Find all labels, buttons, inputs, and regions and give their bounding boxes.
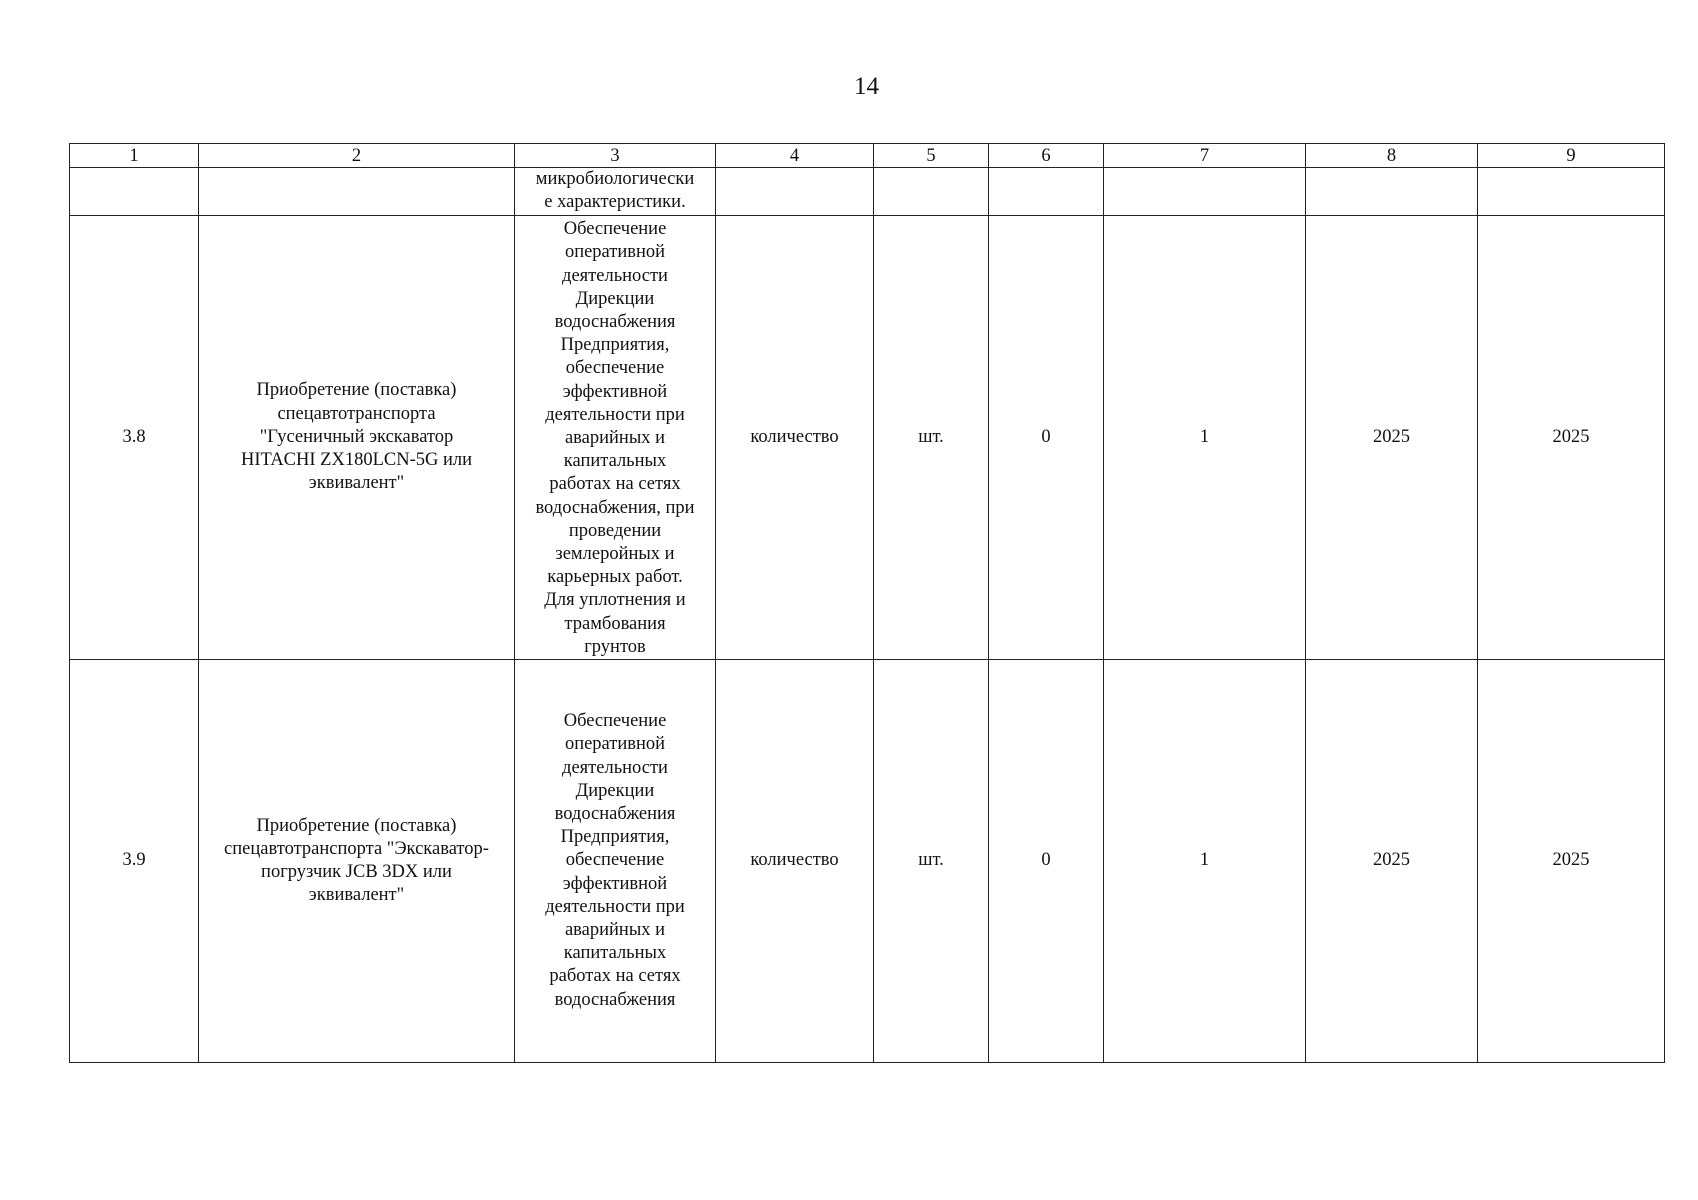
value-cell-7: 1 [1104, 660, 1306, 1063]
table-row [70, 216, 1665, 660]
value-cell-7: 1 [1104, 216, 1306, 660]
column-header: 2 [199, 144, 515, 168]
column-header: 1 [70, 144, 199, 168]
column-header: 9 [1478, 144, 1665, 168]
continuation-row [70, 168, 1665, 216]
page-number: 14 [854, 73, 879, 100]
empty-cell [1104, 168, 1306, 216]
row-number: 3.8 [70, 216, 199, 660]
year-cell-9: 2025 [1478, 660, 1665, 1063]
indicator-cell: количество [716, 660, 874, 1063]
unit-cell: шт. [874, 660, 989, 1063]
value-cell-6: 0 [989, 660, 1104, 1063]
year-cell-8: 2025 [1306, 216, 1478, 660]
measure-purpose: Обеспечение оперативной деятельности Дирекции водоснабжения Предприятия, обеспечение эффективной деятельности при аварийных и капитальных работах на сетях водоснабжения, при проведении землеройных и карьерных работ. Для уплотнения и трамбования грунтов [515, 216, 716, 660]
column-header: 3 [515, 144, 716, 168]
table-row [70, 660, 1665, 1063]
indicator-cell: количество [716, 216, 874, 660]
empty-cell [874, 168, 989, 216]
year-cell-9: 2025 [1478, 216, 1665, 660]
column-header: 8 [1306, 144, 1478, 168]
column-header: 5 [874, 144, 989, 168]
empty-cell [1478, 168, 1665, 216]
empty-cell [716, 168, 874, 216]
measure-purpose: Обеспечение оперативной деятельности Дирекции водоснабжения Предприятия, обеспечение эффективной деятельности при аварийных и капитальных работах на сетях водоснабжения [515, 660, 716, 1063]
measures-table [69, 143, 1665, 1063]
empty-cell [1306, 168, 1478, 216]
measure-name: Приобретение (поставка) спецавтотранспорта "Экскаватор- погрузчик JCB 3DX или эквивалент" [199, 660, 515, 1063]
unit-cell: шт. [874, 216, 989, 660]
empty-cell [989, 168, 1104, 216]
column-header: 6 [989, 144, 1104, 168]
year-cell-8: 2025 [1306, 660, 1478, 1063]
measure-name: Приобретение (поставка) спецавтотранспорта "Гусеничный экскаватор HITACHI ZX180LCN-5G или эквивалент" [199, 216, 515, 660]
column-header: 4 [716, 144, 874, 168]
continuation-text: микробиологически е характеристики. [515, 168, 716, 216]
value-cell-6: 0 [989, 216, 1104, 660]
empty-cell [70, 168, 199, 216]
column-header: 7 [1104, 144, 1306, 168]
empty-cell [199, 168, 515, 216]
row-number: 3.9 [70, 660, 199, 1063]
column-number-row [70, 144, 1665, 168]
